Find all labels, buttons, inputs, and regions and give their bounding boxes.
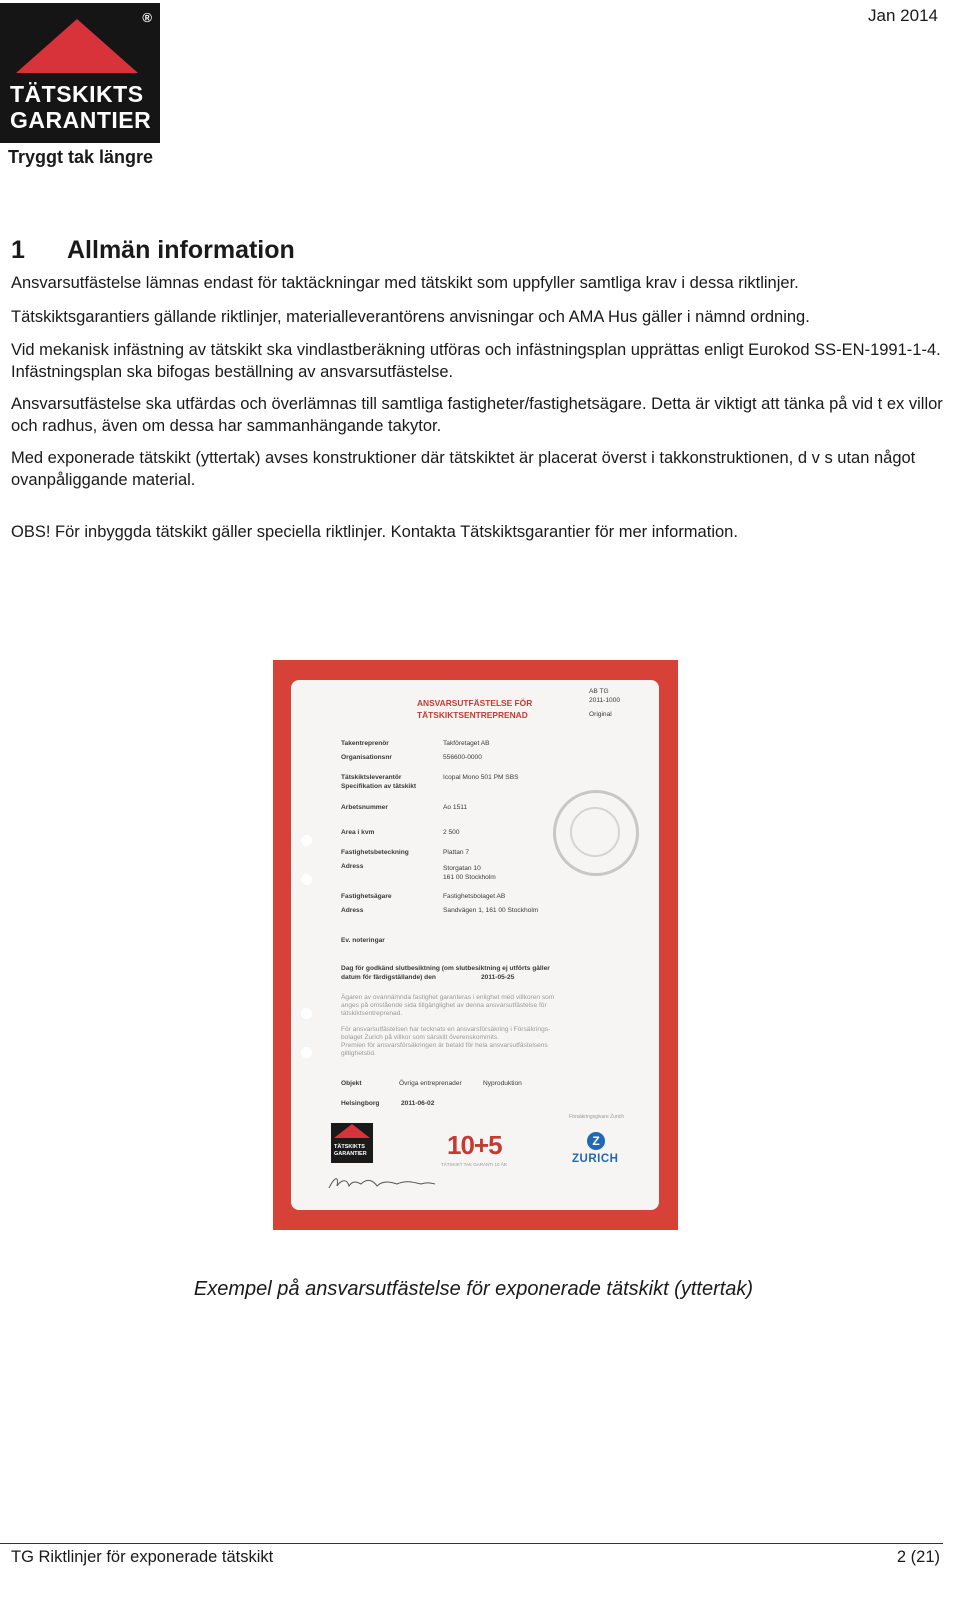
field-label: Ev. noteringar (341, 937, 385, 944)
tagline: Tryggt tak längre (8, 147, 154, 167)
page-number: 2 (21) (896, 1548, 940, 1566)
footer-document-title: TG Riktlinjer för exponerade tätskikt (11, 1548, 274, 1566)
signature-icon (327, 1174, 437, 1192)
field-label: Arbetsnummer (341, 804, 388, 811)
place-label: Helsingborg (341, 1100, 380, 1107)
field-label: Area i kvm (341, 829, 375, 836)
field-value: Icopal Mono 501 PM SBS (443, 774, 519, 781)
place-date: 2011-06-02 (401, 1100, 435, 1107)
document-date: Jan 2014 (868, 6, 938, 25)
field-value: 161 00 Stockholm (443, 874, 496, 881)
field-label: Specifikation av tätskikt (341, 783, 417, 790)
object-value: Nyproduktion (483, 1080, 522, 1087)
certificate-ref: Original (589, 711, 612, 718)
terms-line: Premien för ansvarsförsäkringen är betald för hela ansvarsutfästelsens (341, 1042, 548, 1049)
seal-roof-icon (331, 1123, 373, 1139)
certificate-ref: AB TG (589, 688, 609, 695)
field-value: Takföretaget AB (443, 740, 490, 747)
certificate-footer-layer (291, 680, 659, 1210)
certificate-title-line1: ANSVARSUTFÄSTELSE FÖR (417, 698, 533, 708)
terms-line: För ansvarsutfästelsen har tecknats en ansvarsförsäkring i Försäkrings- (341, 1026, 551, 1033)
field-value: 2 500 (443, 829, 460, 836)
field-label: Fastighetsbeteckning (341, 849, 409, 856)
figure-caption: Exempel på ansvarsutfästelse för exponerade tätskikt (yttertak) (193, 1278, 754, 1300)
field-value: Sandvägen 1, 161 00 Stockholm (443, 907, 539, 914)
certificate-ref: 2011-1000 (589, 697, 621, 704)
zurich-note: Försäkringsgivare Zurich (569, 1114, 625, 1120)
paragraph: Med exponerade tätskikt (yttertak) avses konstruktioner där tätskiktet är placerat överst i takkonstruktionen, d v s utan något ovanpåliggande material. (11, 449, 916, 489)
field-value: 556600-0000 (443, 754, 482, 761)
roof-logo-icon (14, 17, 140, 75)
logo-text-line1: TÄTSKIKTS (10, 81, 144, 107)
obs-note: OBS! För inbyggda tätskikt gäller speciella riktlinjer. Kontakta Tätskiktsgarantier för mer information. (11, 523, 738, 541)
field-label: Tätskiktsleverantör (341, 774, 402, 781)
field-value: Storgatan 10 (443, 865, 481, 872)
field-label: Adress (341, 863, 364, 870)
terms-line: tätskiktsentreprenad. (341, 1010, 403, 1017)
section-heading (11, 236, 295, 265)
company-logo (0, 3, 160, 143)
paragraph: Ansvarsutfästelse ska utfärdas och överlämnas till samtliga fastigheter/fastighetsägare. Detta är viktigt att tänka på vid t ex villor och radhus, även om dessa har sammanhängande takytor. (11, 395, 943, 435)
field-value: Plattan 7 (443, 849, 470, 856)
section-title: Allmän information (67, 236, 295, 264)
seal-text: GARANTIER (334, 1151, 367, 1157)
registered-mark: ® (142, 10, 152, 25)
zurich-icon: Z (587, 1132, 605, 1150)
ten-plus-five-subtext: TÄTSKIKT TAK GARANTI 10 ÅR (441, 1162, 508, 1167)
logo-text-line2: GARANTIER (10, 107, 152, 133)
date-value: 2011-05-25 (481, 974, 515, 981)
paragraph: Tätskiktsgarantiers gällande riktlinjer, materialleverantörens anvisningar och AMA Hus gäller i nämnd ordning. (11, 308, 810, 326)
terms-line: giltighetstid. (341, 1050, 376, 1057)
terms-line: anges på omstående sida tillgänglighet av denna ansvarsutfästelse för (341, 1002, 547, 1009)
terms-line: bolaget Zurich på villkor som särskilt överenskommits. (341, 1034, 499, 1041)
paragraph: Ansvarsutfästelse lämnas endast för taktäckningar med tätskikt som uppfyller samtliga krav i dessa riktlinjer. (11, 274, 799, 292)
section-number: 1 (11, 236, 25, 264)
ten-plus-five-logo: 10+5 (447, 1130, 502, 1160)
paragraph: Vid mekanisk infästning av tätskikt ska vindlastberäkning utföras och infästningsplan upprättas enligt Eurokod SS-EN-1991-1-4. Infästningsplan ska bifogas beställning av ansvarsutfästelse. (11, 341, 941, 381)
zurich-logo-text: ZURICH (572, 1153, 619, 1165)
field-label: Takentreprenör (341, 740, 389, 747)
field-value: Ao 1511 (443, 804, 468, 811)
field-label: Fastighetsägare (341, 893, 392, 900)
field-value: Fastighetsbolaget AB (443, 893, 506, 900)
date-note: Dag för godkänd slutbesiktning (om slutbesiktning ej utförts gäller (341, 965, 550, 972)
certificate-title-line2: TÄTSKIKTSENTREPRENAD (417, 710, 528, 720)
object-label: Objekt (341, 1080, 362, 1087)
date-note: datum för färdigställande) den (341, 974, 436, 981)
object-value: Övriga entreprenader (399, 1080, 462, 1087)
seal-text: TÄTSKIKTS (334, 1144, 365, 1150)
field-label: Adress (341, 907, 364, 914)
tatskiktsgarantier-seal-icon (331, 1123, 373, 1163)
field-label: Organisationsnr (341, 754, 392, 761)
terms-line: Ägaren av ovannämnda fastighet garanteras i enlighet med villkoren som (341, 994, 555, 1001)
footer-divider (0, 1543, 943, 1544)
